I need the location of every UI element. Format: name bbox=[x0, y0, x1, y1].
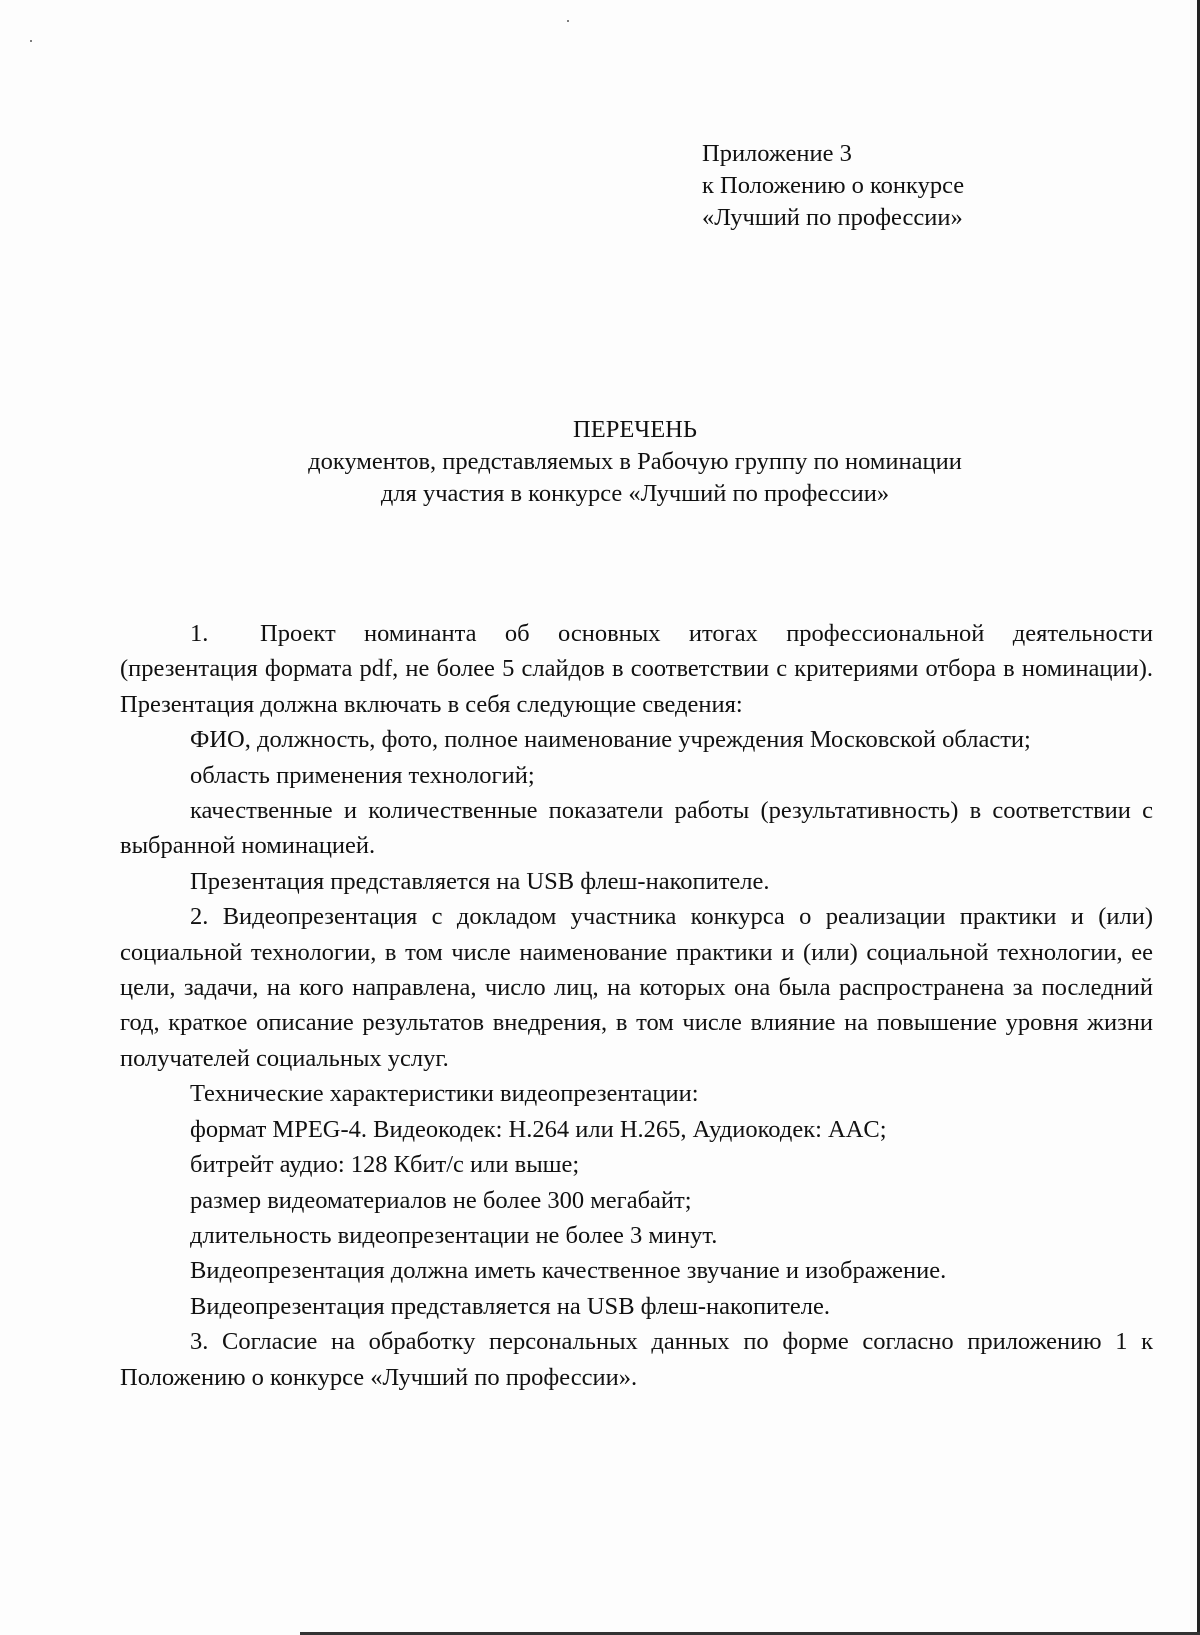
item-1-number: 1. bbox=[190, 620, 209, 647]
title-line-2: документов, представляемых в Рабочую группу по номинации bbox=[308, 448, 962, 475]
item-3-paragraph: 3. Согласие на обработку персональных данных по форме согласно приложению 1 к Положению о конкурсе «Лучший по профессии». bbox=[120, 1328, 1153, 1391]
item-1-detail: область применения технологий; bbox=[190, 761, 535, 789]
scan-speck bbox=[567, 20, 569, 22]
item-2-spec: Технические характеристики видеопрезентации: bbox=[190, 1080, 699, 1108]
item-2-paragraph: 2. Видеопрезентация с докладом участника конкурса о реализации практики и (или) социальной технологии, в том числе наименование практики и (или) социальной технологии, ее цели, задачи, на кого направлена, число лиц, на которых она была распространена за последний год, краткое описание результатов внедрения, в том числе влияние на повышение уровня жизни получателей социальных услуг. bbox=[120, 903, 1153, 1072]
document-title bbox=[120, 414, 1150, 510]
item-2-spec: формат MPEG-4. Видеокодек: H.264 или H.265, Аудиокодек: AAC; bbox=[190, 1115, 887, 1143]
appendix-line-1: Приложение 3 bbox=[702, 140, 852, 167]
appendix-line-3: «Лучший по профессии» bbox=[702, 204, 963, 231]
title-heading: ПЕРЕЧЕНЬ bbox=[573, 416, 697, 443]
item-1-detail: Презентация представляется на USB флеш-накопителе. bbox=[190, 867, 770, 895]
item-2-spec: битрейт аудио: 128 Кбит/с или выше; bbox=[190, 1151, 580, 1179]
item-2-spec: размер видеоматериалов не более 300 мегабайт; bbox=[190, 1186, 692, 1214]
item-1-text: Проект номинанта об основных итогах профессиональной деятельности (презентация формата pdf, не более 5 слайдов в соответствии с критериями отбора в номинации). Презентация должна включать в себя следующие сведения: bbox=[120, 620, 1153, 718]
item-2-spec: Видеопрезентация должна иметь качественное звучание и изображение. bbox=[190, 1257, 947, 1285]
item-2-spec: Видеопрезентация представляется на USB флеш-накопителе. bbox=[190, 1292, 830, 1320]
scan-speck bbox=[30, 40, 32, 42]
item-1-detail: ФИО, должность, фото, полное наименование учреждения Московской области; bbox=[190, 726, 1031, 754]
appendix-header bbox=[702, 138, 964, 234]
item-1-detail: качественные и количественные показатели работы (результативность) в соответствии с выбранной номинацией. bbox=[120, 797, 1153, 860]
document-body bbox=[120, 616, 1153, 1395]
item-1-paragraph bbox=[120, 616, 1153, 722]
appendix-line-2: к Положению о конкурсе bbox=[702, 172, 965, 199]
title-line-3: для участия в конкурсе «Лучший по профессии» bbox=[380, 480, 890, 507]
item-2-spec: длительность видеопрезентации не более 3 минут. bbox=[190, 1221, 718, 1249]
